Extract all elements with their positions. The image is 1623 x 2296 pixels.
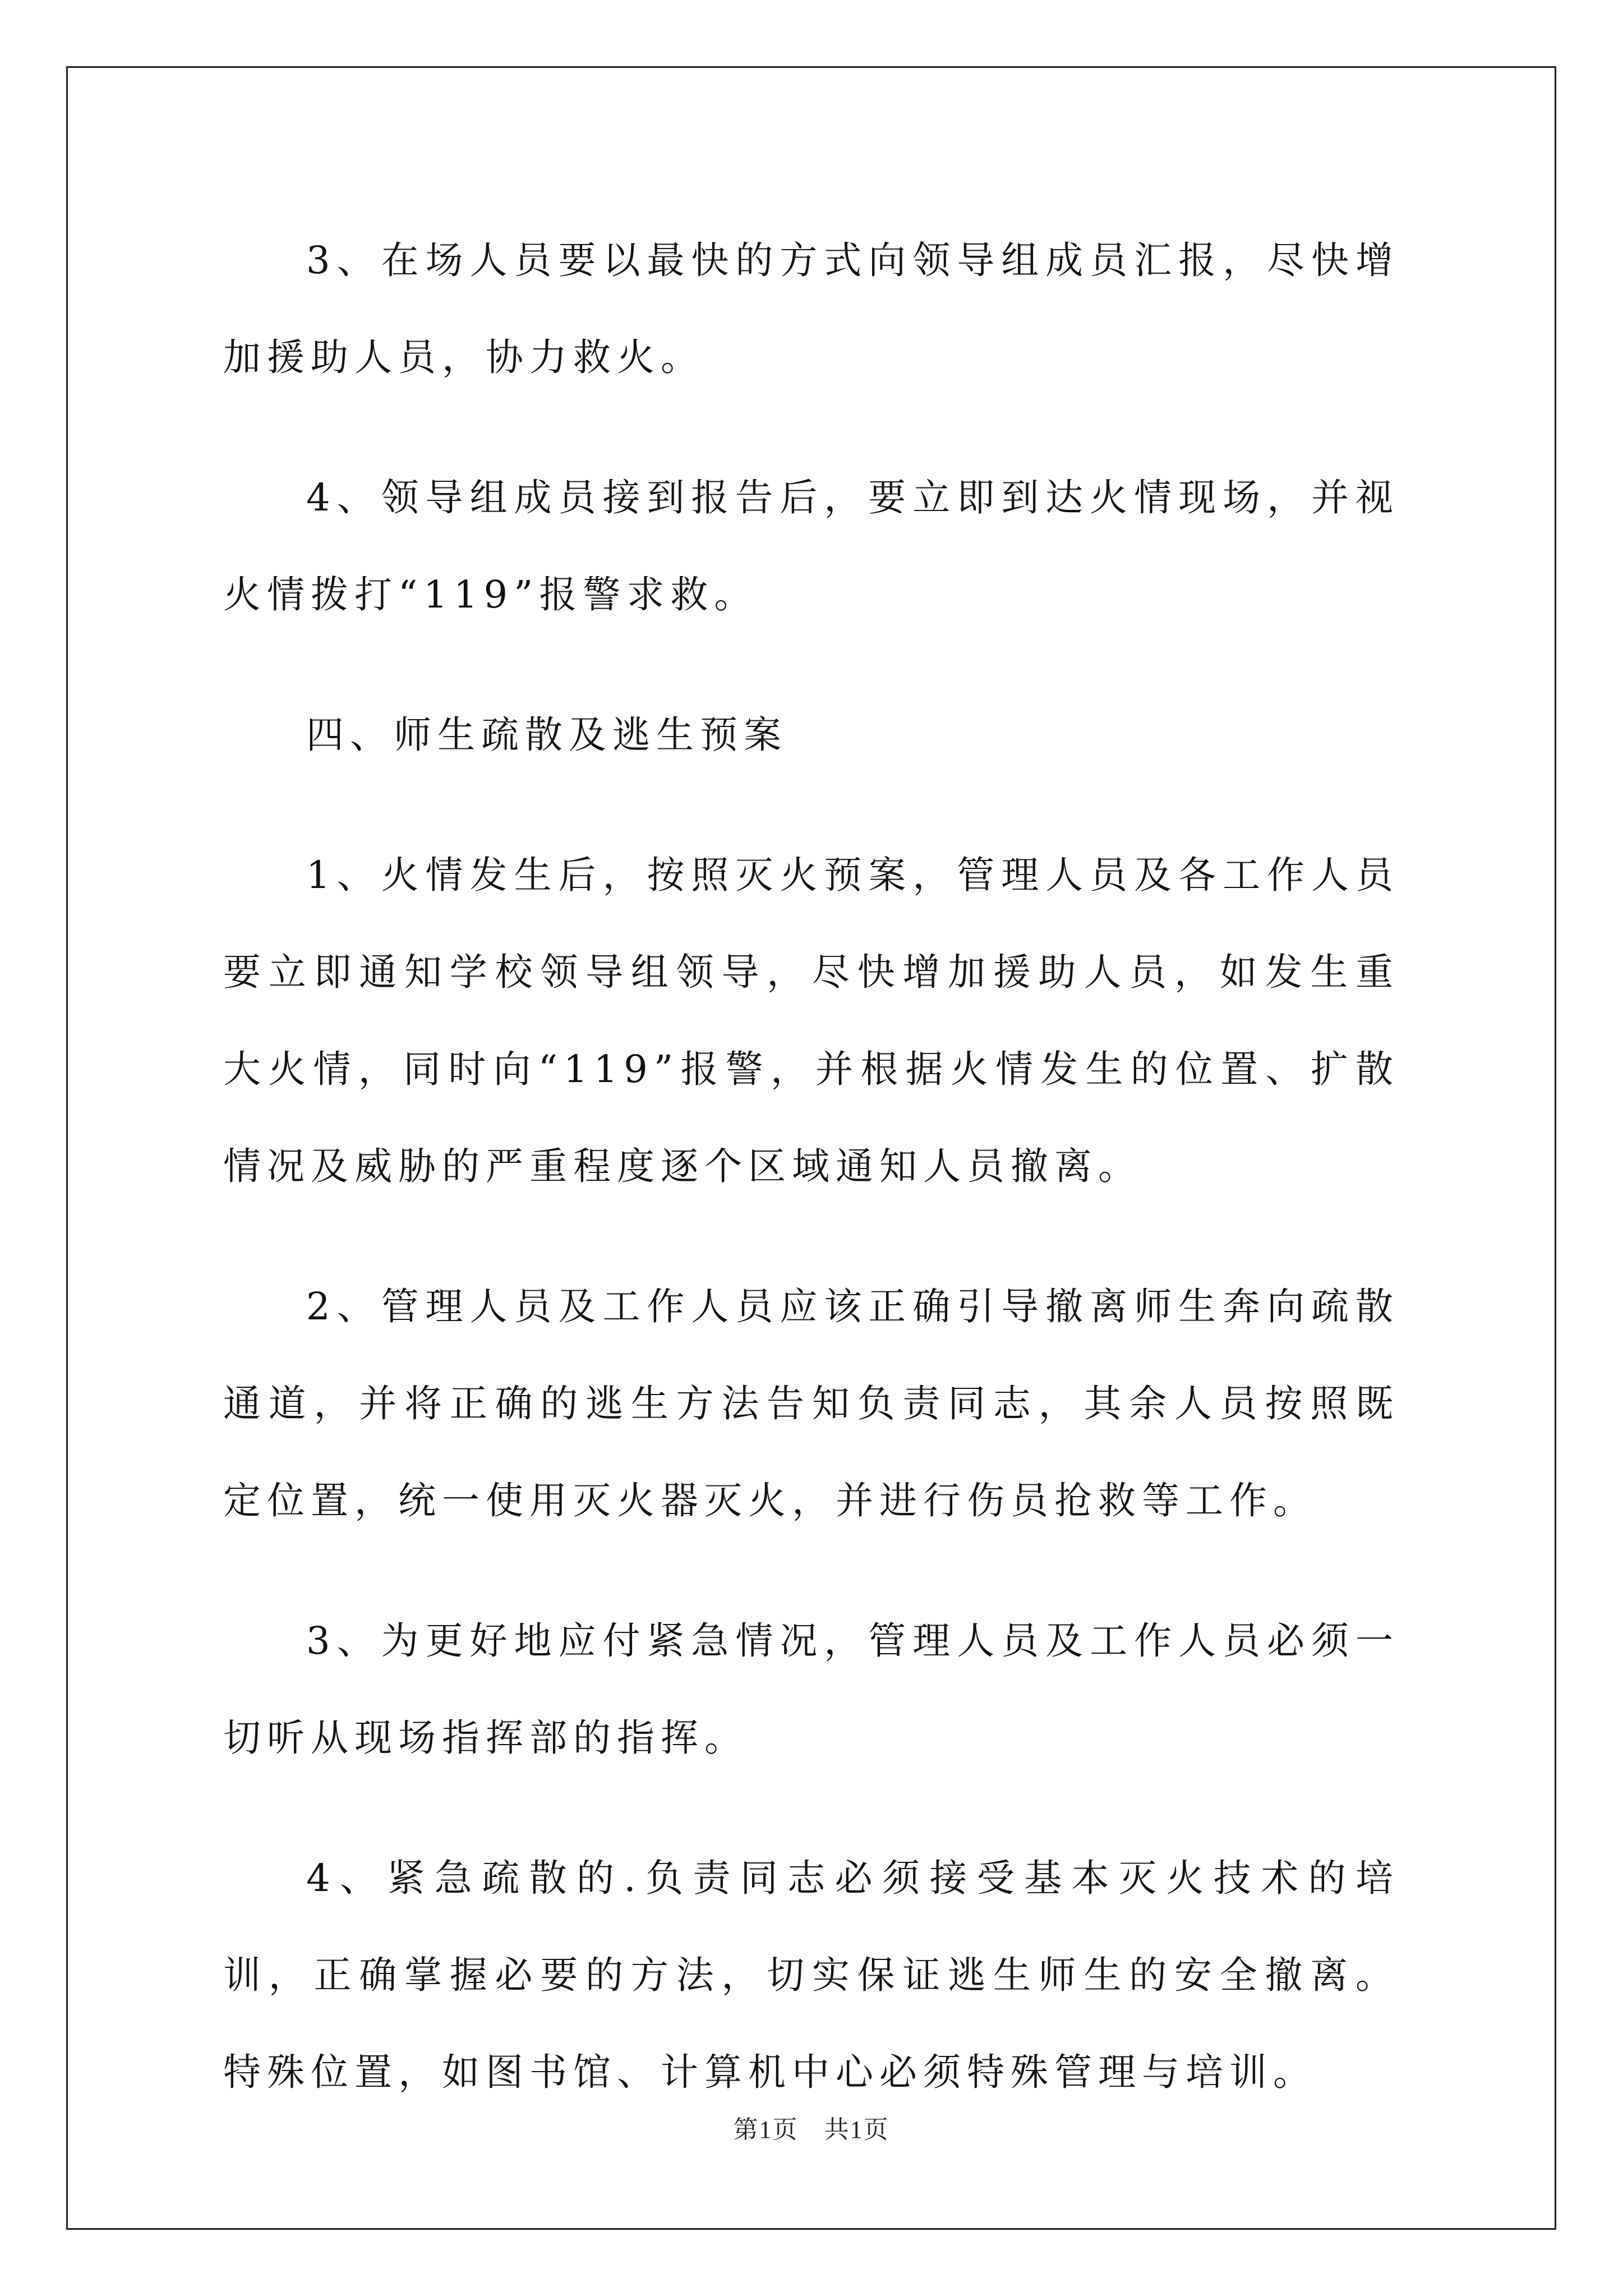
paragraph-evacuation-step-4: 4、紧急疏散的.负责同志必须接受基本灭火技术的培训，正确掌握必要的方法，切实保证逃生师生的安全撤离。特殊位置，如图书馆、计算机中心必须特殊管理与培训。 (223, 1856, 1399, 2094)
paragraph-evacuation-step-1: 1、火情发生后，按照灭火预案，管理人员及各工作人员要立即通知学校领导组领导，尽快增加援助人员，如发生重大火情，同时向“119”报警，并根据火情发生的位置、扩散情况及威胁的严重程度逐个区域通知人员撤离。 (223, 853, 1399, 1188)
paragraph-report-to-leaders: 3、在场人员要以最快的方式向领导组成员汇报，尽快增加援助人员，协力救火。 (223, 238, 1399, 379)
paragraph-evacuation-step-3: 3、为更好地应付紧急情况，管理人员及工作人员必须一切听从现场指挥部的指挥。 (223, 1619, 1399, 1760)
document-body (66, 66, 1556, 2230)
paragraph-evacuation-step-2: 2、管理人员及工作人员应该正确引导撤离师生奔向疏散通道，并将正确的逃生方法告知负责同志，其余人员按照既定位置，统一使用灭火器灭火，并进行伤员抢救等工作。 (223, 1285, 1399, 1522)
section-heading-evacuation: 四、师生疏散及逃生预案 (306, 713, 787, 757)
paragraph-call-119: 4、领导组成员接到报告后，要立即到达火情现场，并视火情拨打“119”报警求救。 (223, 476, 1399, 616)
page-number-footer: 第1页 共1页 (733, 2116, 889, 2143)
